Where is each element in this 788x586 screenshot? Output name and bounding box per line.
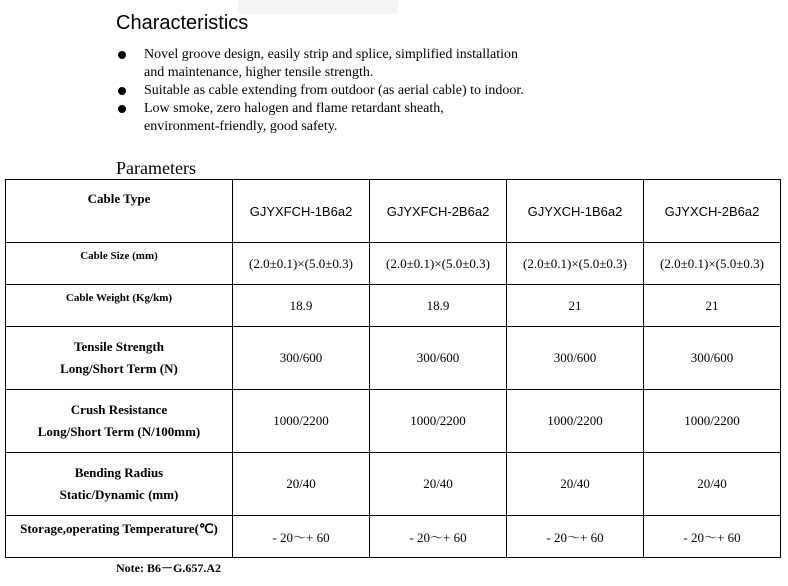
characteristics-title: Characteristics	[116, 12, 249, 34]
table-cell: - 20～+ 60	[507, 516, 644, 558]
cable-type-cell: GJYXFCH-2B6a2	[370, 180, 507, 243]
table-cell: (2.0±0.1)×(5.0±0.3)	[233, 243, 370, 285]
parameters-title: Parameters	[116, 158, 196, 178]
row-header-bending-radius	[6, 453, 233, 516]
row-header-label: Storage,operating Temperature(℃)	[20, 521, 218, 536]
table-cell: 1000/2200	[644, 390, 781, 453]
table-cell: 1000/2200	[507, 390, 644, 453]
row-header-tensile-strength	[6, 327, 233, 390]
table-cell: (2.0±0.1)×(5.0±0.3)	[370, 243, 507, 285]
bullet-item	[116, 82, 616, 100]
bullet-text-line: Low smoke, zero halogen and flame retardant sheath,	[144, 101, 444, 116]
bullet-text-line: Suitable as cable extending from outdoor (as aerial cable) to indoor.	[144, 83, 524, 98]
cable-type-cell: GJYXFCH-1B6a2	[233, 180, 370, 243]
row-header-cable-size	[6, 243, 233, 285]
bullet-text-line: Novel groove design, easily strip and splice, simplified installation	[144, 47, 519, 62]
bullet-item	[116, 100, 616, 136]
bullet-text-line: and maintenance, higher tensile strength.	[144, 65, 374, 80]
row-header-cable-weight	[6, 285, 233, 327]
table-cell: (2.0±0.1)×(5.0±0.3)	[507, 243, 644, 285]
table-cell: - 20～+ 60	[370, 516, 507, 558]
bullet-text-line: environment-friendly, good safety.	[144, 119, 338, 134]
table-row	[6, 516, 781, 558]
table-cell: 20/40	[233, 453, 370, 516]
row-header-label: Cable Type	[87, 191, 151, 206]
table-cell: - 20～+ 60	[233, 516, 370, 558]
table-cell: 18.9	[370, 285, 507, 327]
table-cell: 300/600	[644, 327, 781, 390]
table-cell: 18.9	[233, 285, 370, 327]
row-header-label: Long/Short Term (N/100mm)	[37, 424, 201, 439]
table-cell: 20/40	[507, 453, 644, 516]
table-row	[6, 327, 781, 390]
bullet-dot-icon	[118, 51, 126, 59]
cable-type-cell: GJYXCH-1B6a2	[507, 180, 644, 243]
table-cell: 21	[644, 285, 781, 327]
row-header-label: Tensile Strength	[74, 339, 164, 354]
bullet-item	[116, 46, 616, 82]
table-row	[6, 285, 781, 327]
table-cell: 20/40	[644, 453, 781, 516]
row-header-crush-resistance	[6, 390, 233, 453]
bullet-dot-icon	[118, 87, 126, 95]
parameters-table	[5, 179, 781, 558]
row-header-label: Long/Short Term (N)	[60, 361, 178, 376]
row-header-label: Cable Size (mm)	[80, 250, 158, 262]
table-cell: 20/40	[370, 453, 507, 516]
table-row	[6, 390, 781, 453]
cable-type-cell: GJYXCH-2B6a2	[644, 180, 781, 243]
table-cell: 300/600	[370, 327, 507, 390]
table-cell: (2.0±0.1)×(5.0±0.3)	[644, 243, 781, 285]
row-header-label: Static/Dynamic (mm)	[59, 487, 179, 502]
table-cell: 21	[507, 285, 644, 327]
table-cell: 300/600	[507, 327, 644, 390]
row-header-cable-type	[6, 180, 233, 243]
table-cell: - 20～+ 60	[644, 516, 781, 558]
row-header-label: Bending Radius	[74, 465, 164, 480]
table-cell: 1000/2200	[233, 390, 370, 453]
bullet-dot-icon	[118, 105, 126, 113]
characteristics-list	[116, 46, 616, 136]
table-row	[6, 453, 781, 516]
table-cell: 300/600	[233, 327, 370, 390]
table-header-row	[6, 180, 781, 243]
row-header-label: Cable Weight (Kg/km)	[65, 292, 173, 304]
row-header-temperature	[6, 516, 233, 558]
row-header-label: Crush Resistance	[70, 402, 168, 417]
footnote: Note: B6－G.657.A2	[116, 561, 221, 575]
table-cell: 1000/2200	[370, 390, 507, 453]
table-row	[6, 243, 781, 285]
top-strip	[238, 0, 398, 14]
